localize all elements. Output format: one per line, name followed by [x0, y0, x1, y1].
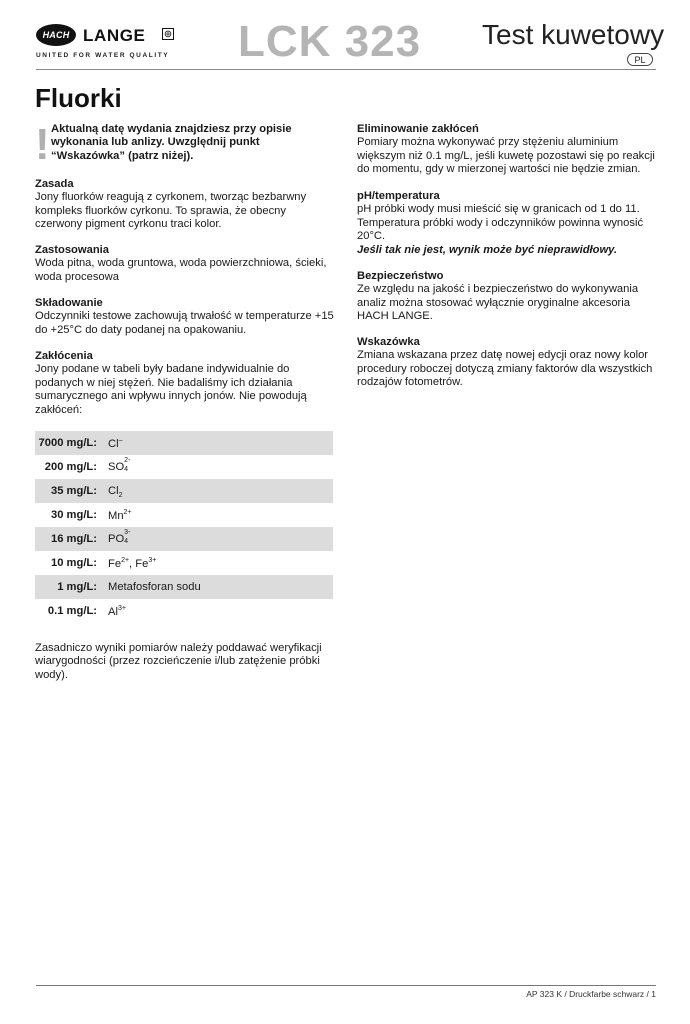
hach-oval-logo [36, 24, 76, 46]
table-row [35, 599, 333, 623]
section-body: Woda pitna, woda gruntowa, woda powierzchniowa, ścieki, woda procesowa [35, 257, 327, 283]
ion-formula: $Al^{3+}$ [108, 605, 126, 618]
lange-logo-text: LANGE [83, 26, 146, 45]
section-skladowanie [35, 297, 335, 337]
section-body: Odczynniki testowe zachowują trwałość w temperaturze +15 do +25°C do daty podanej na opakowaniu. [35, 310, 334, 336]
table-row [35, 503, 333, 527]
ion-formula: SO 2- 4 [108, 457, 131, 473]
warning-text: Aktualną datę wydania znajdziesz przy opisie wykonania lub anlizy. Uwzględnij punkt “Wskazówka” (patrz niżej). [51, 123, 292, 162]
section-body: Zmiana wskazana przez datę nowej edycji oraz nowy kolor procedury roboczej dotyczą zmiany faktorów dla wszystkich rodzajów fotometrów. [357, 349, 653, 389]
document-type: Test kuwetowy [482, 19, 665, 50]
section-ph-temperatura [357, 190, 657, 257]
section-body: Jony podane w tabeli były badane indywidualnie do podanych w niej stężeń. Nie badaliśmy ich działania sumarycznego ani wpływu innych jonów. Nie powodują zakłóceń: [35, 363, 307, 416]
table-row [35, 527, 333, 551]
interference-table [35, 431, 333, 623]
section-heading: Wskazówka [357, 336, 420, 348]
section-heading: Eliminowanie zakłóceń [357, 123, 479, 135]
concentration-value: 16 mg/L: [50, 533, 97, 545]
section-heading: Zakłócenia [35, 350, 93, 362]
hach-logo-text: HACH [42, 30, 70, 40]
concentration-value: 30 mg/L: [50, 509, 97, 521]
section-heading: pH/temperatura [357, 190, 440, 202]
ion-formula: Cl– [108, 437, 123, 450]
lange-mark-icon: ◎ [162, 28, 174, 40]
section-zasada [35, 178, 335, 232]
ion-formula: $Fe^{2+}$, $Fe^{3+}$ [108, 557, 157, 570]
ion-formula: PO 3- 4 [108, 529, 131, 545]
section-body: pH próbki wody musi mieścić się w granicach od 1 do 11. Temperatura próbki wody i odczynników powinna wynosić 20°C. [357, 203, 644, 243]
section-wskazowka [357, 336, 657, 390]
concentration-value: 10 mg/L: [50, 557, 97, 569]
section-body: Pomiary można wykonywać przy stężeniu aluminium większym niż 0.1 mg/L, jeśli kuwetę pozostawi się po reakcji do momentu, gdy w mierzonej wartości nie będzie zmian. [357, 136, 655, 176]
section-body: Ze względu na jakość i bezpieczeństwo do wykonywania analiz można stosować wyłącznie oryginalne akcesoria HACH LANGE. [357, 283, 639, 323]
footer-divider [36, 985, 656, 986]
verification-text: Zasadniczo wyniki pomiarów należy poddawać weryfikacji wiarygodności (przez rozcieńczenie i/lub zatężenie próbki wody). [35, 642, 322, 681]
concentration-value: 1 mg/L: [57, 581, 97, 593]
section-heading: Zastosowania [35, 244, 109, 256]
section-zaklocenia [35, 350, 335, 417]
language-badge: PL [627, 53, 653, 66]
hach-lange-logo [36, 24, 186, 62]
section-zastosowania [35, 244, 335, 284]
verification-note [35, 642, 335, 682]
tagline: UNITED FOR WATER QUALITY [36, 52, 170, 59]
concentration-value: 200 mg/L: [44, 461, 97, 473]
section-bezpieczenstwo [357, 270, 657, 324]
concentration-value: 35 mg/L: [50, 485, 97, 497]
section-eliminowanie [357, 123, 657, 177]
exclamation-icon: ! [35, 120, 50, 169]
page-title: Fluorki [35, 83, 122, 113]
section-body: Jony fluorków reagują z cyrkonem, tworząc bezbarwny kompleks fluorków cyrkonu. To sprawia, że obecny czerwony pigment cyrkonu traci kolor. [35, 191, 307, 231]
product-code: LCK 323 [238, 17, 422, 66]
section-emphasis: Jeśli tak nie jest, wynik może być nieprawidłowy. [357, 243, 618, 256]
section-heading: Bezpieczeństwo [357, 270, 444, 282]
table-row [35, 479, 333, 503]
header-divider [36, 69, 656, 70]
table-row [35, 431, 333, 455]
concentration-value: 7000 mg/L: [38, 437, 97, 449]
concentration-value: 0.1 mg/L: [47, 605, 97, 617]
footer-text: AP 323 K / Druckfarbe schwarz / 1 [526, 989, 656, 999]
section-heading: Zasada [35, 178, 74, 190]
section-heading: Składowanie [35, 297, 103, 309]
table-row [35, 575, 333, 599]
ion-formula: Metafosforan sodu [108, 581, 201, 593]
table-row [35, 455, 333, 479]
table-row [35, 551, 333, 575]
ion-formula: $Mn^{2+}$ [108, 509, 132, 522]
ion-formula: $Cl_2$ [108, 485, 123, 499]
